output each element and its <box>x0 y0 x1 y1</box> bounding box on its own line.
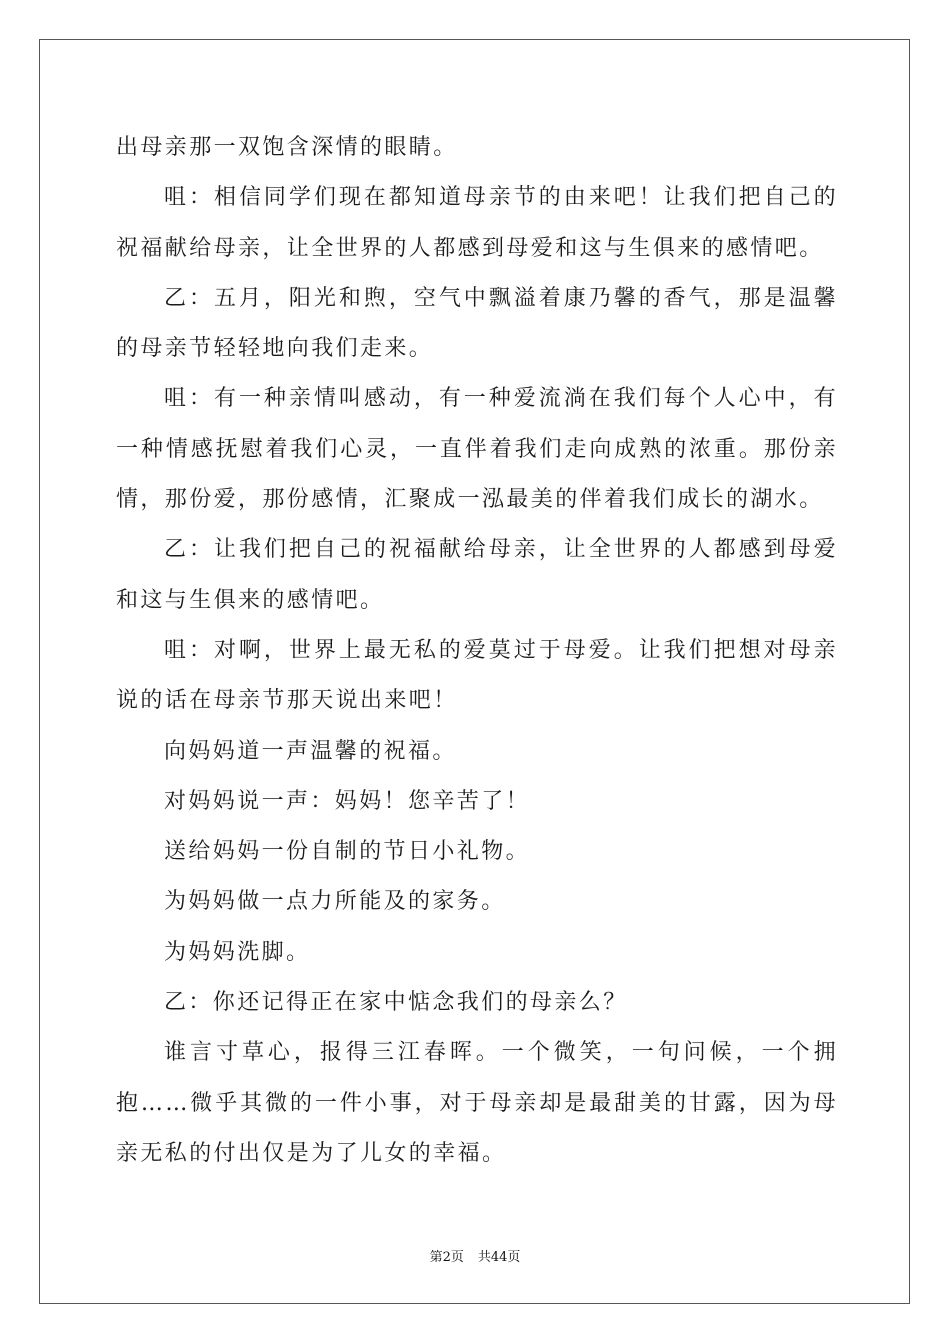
paragraph: 咀：有一种亲情叫感动，有一种爱流淌在我们每个人心中，有一种情感抚慰着我们心灵，一直伴着我们走向成熟的浓重。那份亲情，那份爱，那份感情，汇聚成一泓最美的伴着我们成长的湖水。 <box>116 386 838 513</box>
document-body <box>116 123 838 1179</box>
list-line: 为妈妈做一点力所能及的家务。 <box>164 889 506 915</box>
page-total: 共44页 <box>477 1250 521 1265</box>
list-line: 为妈妈洗脚。 <box>164 939 311 965</box>
paragraph: 出母亲那一双饱含深情的眼睛。 <box>116 135 458 160</box>
paragraph: 谁言寸草心，报得三江春晖。一个微笑，一句问候，一个拥抱……微乎其微的一件小事，对于母亲却是最甜美的甘露，因为母亲无私的付出仅是为了儿女的幸福。 <box>116 1040 838 1166</box>
paragraph: 乙：五月，阳光和煦，空气中飘溢着康乃馨的香气，那是温馨的母亲节轻轻地向我们走来。 <box>116 285 838 362</box>
page-footer <box>0 1246 950 1265</box>
list-line: 对妈妈说一声：妈妈！您辛苦了！ <box>164 788 531 814</box>
page-number: 第2页 <box>429 1250 464 1265</box>
list-line: 送给妈妈一份自制的节日小礼物。 <box>164 839 531 865</box>
paragraph: 咀：相信同学们现在都知道母亲节的由来吧！让我们把自己的祝福献给母亲，让全世界的人都感到母爱和这与生俱来的感情吧。 <box>116 185 838 261</box>
list-line: 向妈妈道一声温馨的祝福。 <box>164 738 457 764</box>
paragraph: 乙：你还记得正在家中惦念我们的母亲么？ <box>164 990 628 1016</box>
paragraph: 咀：对啊，世界上最无私的爱莫过于母爱。让我们把想对母亲说的话在母亲节那天说出来吧！ <box>116 637 838 714</box>
paragraph: 乙：让我们把自己的祝福献给母亲，让全世界的人都感到母爱和这与生俱来的感情吧。 <box>116 537 838 613</box>
